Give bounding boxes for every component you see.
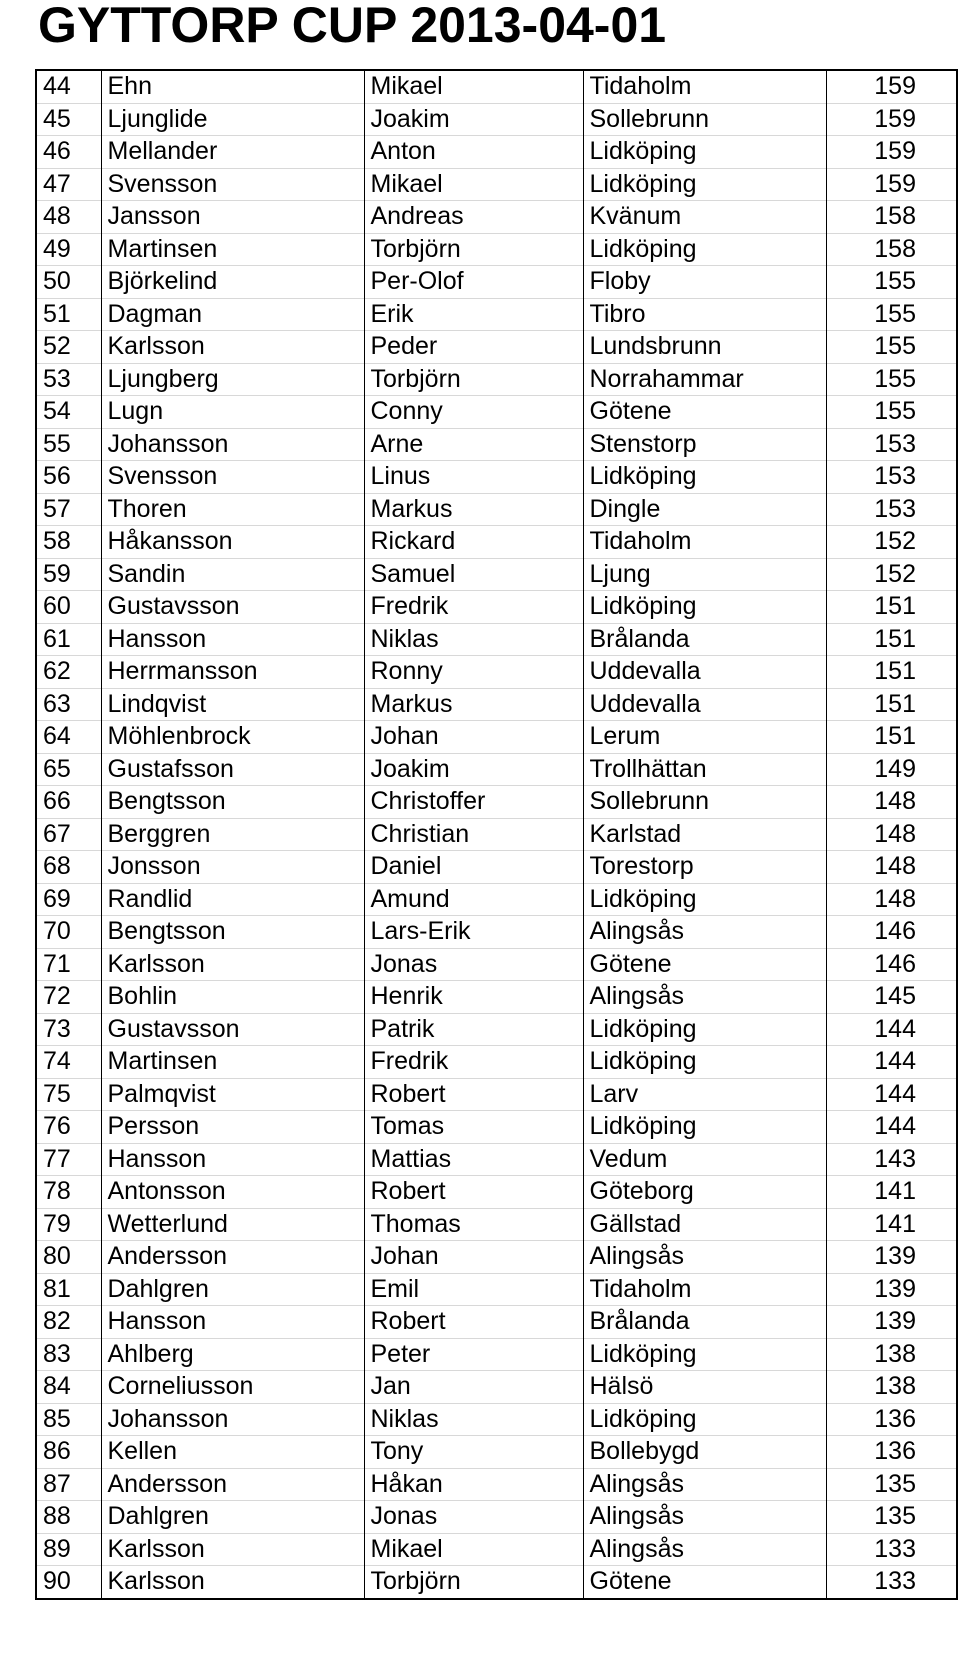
first-name-cell: Markus <box>364 493 583 526</box>
last-name-cell: Gustafsson <box>101 753 364 786</box>
first-name-cell: Conny <box>364 396 583 429</box>
first-name-cell: Ronny <box>364 656 583 689</box>
club-cell: Alingsås <box>583 1241 826 1274</box>
table-row <box>36 1338 957 1371</box>
table-row <box>36 136 957 169</box>
first-name-cell: Linus <box>364 461 583 494</box>
table-row <box>36 70 957 103</box>
place-cell: 67 <box>36 818 101 851</box>
first-name-cell: Niklas <box>364 623 583 656</box>
last-name-cell: Thoren <box>101 493 364 526</box>
last-name-cell: Karlsson <box>101 1566 364 1599</box>
place-cell: 68 <box>36 851 101 884</box>
first-name-cell: Mikael <box>364 1533 583 1566</box>
score-cell: 155 <box>826 298 957 331</box>
last-name-cell: Gustavsson <box>101 1013 364 1046</box>
place-cell: 63 <box>36 688 101 721</box>
place-cell: 73 <box>36 1013 101 1046</box>
score-cell: 158 <box>826 233 957 266</box>
score-cell: 144 <box>826 1111 957 1144</box>
first-name-cell: Samuel <box>364 558 583 591</box>
table-row <box>36 526 957 559</box>
first-name-cell: Robert <box>364 1306 583 1339</box>
club-cell: Götene <box>583 948 826 981</box>
table-row <box>36 721 957 754</box>
club-cell: Alingsås <box>583 916 826 949</box>
place-cell: 52 <box>36 331 101 364</box>
score-cell: 159 <box>826 136 957 169</box>
place-cell: 79 <box>36 1208 101 1241</box>
place-cell: 58 <box>36 526 101 559</box>
last-name-cell: Andersson <box>101 1241 364 1274</box>
club-cell: Lidköping <box>583 1046 826 1079</box>
place-cell: 49 <box>36 233 101 266</box>
score-cell: 138 <box>826 1371 957 1404</box>
table-row <box>36 1143 957 1176</box>
table-row <box>36 981 957 1014</box>
score-cell: 158 <box>826 201 957 234</box>
place-cell: 47 <box>36 168 101 201</box>
table-row <box>36 591 957 624</box>
place-cell: 53 <box>36 363 101 396</box>
last-name-cell: Svensson <box>101 461 364 494</box>
club-cell: Norrahammar <box>583 363 826 396</box>
score-cell: 145 <box>826 981 957 1014</box>
club-cell: Götene <box>583 1566 826 1599</box>
last-name-cell: Sandin <box>101 558 364 591</box>
table-row <box>36 851 957 884</box>
table-row <box>36 1306 957 1339</box>
score-cell: 141 <box>826 1176 957 1209</box>
score-cell: 148 <box>826 883 957 916</box>
place-cell: 74 <box>36 1046 101 1079</box>
club-cell: Lidköping <box>583 1338 826 1371</box>
first-name-cell: Jan <box>364 1371 583 1404</box>
club-cell: Lidköping <box>583 1013 826 1046</box>
last-name-cell: Karlsson <box>101 1533 364 1566</box>
score-cell: 139 <box>826 1306 957 1339</box>
table-row <box>36 428 957 461</box>
place-cell: 44 <box>43 72 71 101</box>
table-row <box>36 363 957 396</box>
table-row <box>36 818 957 851</box>
score-cell: 155 <box>826 363 957 396</box>
table-row <box>36 1273 957 1306</box>
last-name-cell: Wetterlund <box>101 1208 364 1241</box>
score-cell: 144 <box>826 1046 957 1079</box>
club-cell: Sollebrunn <box>583 103 826 136</box>
last-name-cell: Ehn <box>101 70 364 103</box>
place-cell: 70 <box>36 916 101 949</box>
last-name-cell: Björkelind <box>101 266 364 299</box>
score-cell: 151 <box>826 656 957 689</box>
score-cell: 149 <box>826 753 957 786</box>
place-cell: 80 <box>36 1241 101 1274</box>
place-cell: 72 <box>36 981 101 1014</box>
club-cell: Lidköping <box>583 883 826 916</box>
last-name-cell: Johansson <box>101 428 364 461</box>
last-name-cell: Håkansson <box>101 526 364 559</box>
first-name-cell: Torbjörn <box>364 233 583 266</box>
club-cell: Lidköping <box>583 168 826 201</box>
first-name-cell: Anton <box>364 136 583 169</box>
place-cell: 78 <box>36 1176 101 1209</box>
place-cell: 57 <box>36 493 101 526</box>
place-cell: 76 <box>36 1111 101 1144</box>
score-cell: 153 <box>826 428 957 461</box>
last-name-cell: Hansson <box>101 623 364 656</box>
place-cell: 87 <box>36 1468 101 1501</box>
last-name-cell: Martinsen <box>101 1046 364 1079</box>
first-name-cell: Torbjörn <box>364 363 583 396</box>
place-cell: 85 <box>36 1403 101 1436</box>
last-name-cell: Berggren <box>101 818 364 851</box>
score-cell: 146 <box>826 948 957 981</box>
score-cell: 152 <box>826 558 957 591</box>
score-cell: 133 <box>826 1566 957 1599</box>
first-name-cell: Daniel <box>364 851 583 884</box>
last-name-cell: Dagman <box>101 298 364 331</box>
place-cell: 54 <box>36 396 101 429</box>
club-cell: Floby <box>583 266 826 299</box>
table-row <box>36 266 957 299</box>
club-cell: Stenstorp <box>583 428 826 461</box>
club-cell: Tidaholm <box>583 70 826 103</box>
first-name-cell: Jonas <box>364 1501 583 1534</box>
score-cell: 139 <box>826 1273 957 1306</box>
first-name-cell: Joakim <box>364 103 583 136</box>
place-cell: 75 <box>36 1078 101 1111</box>
first-name-cell: Peder <box>364 331 583 364</box>
table-row <box>36 656 957 689</box>
score-cell: 151 <box>826 591 957 624</box>
table-row <box>36 558 957 591</box>
last-name-cell: Dahlgren <box>101 1273 364 1306</box>
table-row <box>36 493 957 526</box>
table-row <box>36 1208 957 1241</box>
place-cell: 88 <box>36 1501 101 1534</box>
club-cell: Tidaholm <box>583 526 826 559</box>
table-row <box>36 1046 957 1079</box>
table-row <box>36 786 957 819</box>
table-row <box>36 298 957 331</box>
first-name-cell: Johan <box>364 721 583 754</box>
last-name-cell: Hansson <box>101 1306 364 1339</box>
score-cell: 152 <box>826 526 957 559</box>
place-cell: 62 <box>36 656 101 689</box>
last-name-cell: Dahlgren <box>101 1501 364 1534</box>
table-row <box>36 1013 957 1046</box>
first-name-cell: Patrik <box>364 1013 583 1046</box>
club-cell: Kvänum <box>583 201 826 234</box>
first-name-cell: Mikael <box>364 70 583 103</box>
last-name-cell: Corneliusson <box>101 1371 364 1404</box>
table-row <box>36 396 957 429</box>
last-name-cell: Ahlberg <box>101 1338 364 1371</box>
club-cell: Lidköping <box>583 1111 826 1144</box>
club-cell: Ljung <box>583 558 826 591</box>
first-name-cell: Fredrik <box>364 591 583 624</box>
place-cell: 46 <box>36 136 101 169</box>
last-name-cell: Hansson <box>101 1143 364 1176</box>
club-cell: Dingle <box>583 493 826 526</box>
page-title: GYTTORP CUP 2013-04-01 <box>38 0 667 53</box>
first-name-cell: Niklas <box>364 1403 583 1436</box>
last-name-cell: Martinsen <box>101 233 364 266</box>
score-cell: 136 <box>826 1436 957 1469</box>
table-row <box>36 948 957 981</box>
place-cell: 51 <box>36 298 101 331</box>
club-cell: Gällstad <box>583 1208 826 1241</box>
club-cell: Uddevalla <box>583 688 826 721</box>
place-cell: 82 <box>36 1306 101 1339</box>
first-name-cell: Torbjörn <box>364 1566 583 1599</box>
place-cell: 50 <box>36 266 101 299</box>
first-name-cell: Lars-Erik <box>364 916 583 949</box>
last-name-cell: Jansson <box>101 201 364 234</box>
place-cell: 60 <box>36 591 101 624</box>
club-cell: Alingsås <box>583 1468 826 1501</box>
last-name-cell: Bohlin <box>101 981 364 1014</box>
score-cell: 155 <box>826 266 957 299</box>
last-name-cell: Möhlenbrock <box>101 721 364 754</box>
score-cell: 151 <box>826 688 957 721</box>
first-name-cell: Mattias <box>364 1143 583 1176</box>
club-cell: Lidköping <box>583 461 826 494</box>
club-cell: Trollhättan <box>583 753 826 786</box>
score-cell: 139 <box>826 1241 957 1274</box>
table-row <box>36 233 957 266</box>
table-row <box>36 1403 957 1436</box>
score-cell: 159 <box>826 168 957 201</box>
last-name-cell: Andersson <box>101 1468 364 1501</box>
place-cell: 81 <box>36 1273 101 1306</box>
table-row <box>36 1176 957 1209</box>
last-name-cell: Ljunglide <box>101 103 364 136</box>
score-cell: 133 <box>826 1533 957 1566</box>
club-cell: Götene <box>583 396 826 429</box>
results-table-body <box>36 70 957 1599</box>
score-cell: 159 <box>826 103 957 136</box>
last-name-cell: Gustavsson <box>101 591 364 624</box>
score-cell: 148 <box>826 786 957 819</box>
table-row <box>36 753 957 786</box>
last-name-cell: Ljungberg <box>101 363 364 396</box>
club-cell: Karlstad <box>583 818 826 851</box>
club-cell: Lidköping <box>583 591 826 624</box>
place-cell: 64 <box>36 721 101 754</box>
results-table <box>35 69 958 1600</box>
score-cell: 159 <box>826 70 957 103</box>
last-name-cell: Bengtsson <box>101 786 364 819</box>
score-cell: 151 <box>826 721 957 754</box>
place-cell: 65 <box>36 753 101 786</box>
first-name-cell: Tony <box>364 1436 583 1469</box>
score-cell: 138 <box>826 1338 957 1371</box>
score-cell: 148 <box>826 851 957 884</box>
club-cell: Brålanda <box>583 623 826 656</box>
place-cell: 69 <box>36 883 101 916</box>
club-cell: Lundsbrunn <box>583 331 826 364</box>
club-cell: Uddevalla <box>583 656 826 689</box>
table-row <box>36 688 957 721</box>
place-cell: 55 <box>36 428 101 461</box>
place-cell: 48 <box>36 201 101 234</box>
club-cell: Larv <box>583 1078 826 1111</box>
table-row <box>36 1566 957 1599</box>
table-row <box>36 623 957 656</box>
table-row <box>36 1371 957 1404</box>
score-cell: 141 <box>826 1208 957 1241</box>
club-cell: Göteborg <box>583 1176 826 1209</box>
table-row <box>36 1533 957 1566</box>
last-name-cell: Palmqvist <box>101 1078 364 1111</box>
score-cell: 146 <box>826 916 957 949</box>
last-name-cell: Karlsson <box>101 331 364 364</box>
place-cell: 71 <box>36 948 101 981</box>
table-row <box>36 1241 957 1274</box>
place-cell: 89 <box>36 1533 101 1566</box>
club-cell: Hälsö <box>583 1371 826 1404</box>
first-name-cell: Per-Olof <box>364 266 583 299</box>
last-name-cell: Kellen <box>101 1436 364 1469</box>
table-row <box>36 1436 957 1469</box>
last-name-cell: Jonsson <box>101 851 364 884</box>
table-row <box>36 168 957 201</box>
table-row <box>36 201 957 234</box>
club-cell: Lerum <box>583 721 826 754</box>
table-row <box>36 883 957 916</box>
first-name-cell: Erik <box>364 298 583 331</box>
place-cell: 83 <box>36 1338 101 1371</box>
score-cell: 153 <box>826 493 957 526</box>
first-name-cell: Rickard <box>364 526 583 559</box>
first-name-cell: Emil <box>364 1273 583 1306</box>
first-name-cell: Christian <box>364 818 583 851</box>
club-cell: Tidaholm <box>583 1273 826 1306</box>
first-name-cell: Thomas <box>364 1208 583 1241</box>
table-row <box>36 1111 957 1144</box>
first-name-cell: Jonas <box>364 948 583 981</box>
place-cell: 86 <box>36 1436 101 1469</box>
club-cell: Vedum <box>583 1143 826 1176</box>
first-name-cell: Andreas <box>364 201 583 234</box>
last-name-cell: Lugn <box>101 396 364 429</box>
first-name-cell: Arne <box>364 428 583 461</box>
table-row <box>36 1468 957 1501</box>
place-cell: 56 <box>36 461 101 494</box>
place-cell: 90 <box>36 1566 101 1599</box>
place-cell: 84 <box>36 1371 101 1404</box>
first-name-cell: Amund <box>364 883 583 916</box>
table-row <box>36 916 957 949</box>
last-name-cell: Mellander <box>101 136 364 169</box>
first-name-cell: Peter <box>364 1338 583 1371</box>
score-cell: 144 <box>826 1013 957 1046</box>
club-cell: Lidköping <box>583 1403 826 1436</box>
last-name-cell: Randlid <box>101 883 364 916</box>
club-cell: Sollebrunn <box>583 786 826 819</box>
score-cell: 144 <box>826 1078 957 1111</box>
table-row <box>36 103 957 136</box>
first-name-cell: Håkan <box>364 1468 583 1501</box>
last-name-cell: Johansson <box>101 1403 364 1436</box>
first-name-cell: Joakim <box>364 753 583 786</box>
club-cell: Lidköping <box>583 136 826 169</box>
club-cell: Tibro <box>583 298 826 331</box>
last-name-cell: Herrmansson <box>101 656 364 689</box>
club-cell: Lidköping <box>583 233 826 266</box>
first-name-cell: Tomas <box>364 1111 583 1144</box>
last-name-cell: Lindqvist <box>101 688 364 721</box>
last-name-cell: Bengtsson <box>101 916 364 949</box>
last-name-cell: Karlsson <box>101 948 364 981</box>
score-cell: 148 <box>826 818 957 851</box>
score-cell: 155 <box>826 331 957 364</box>
last-name-cell: Antonsson <box>101 1176 364 1209</box>
first-name-cell: Henrik <box>364 981 583 1014</box>
table-row <box>36 1078 957 1111</box>
first-name-cell: Markus <box>364 688 583 721</box>
club-cell: Alingsås <box>583 981 826 1014</box>
place-cell: 66 <box>36 786 101 819</box>
score-cell: 135 <box>826 1501 957 1534</box>
table-row <box>36 331 957 364</box>
club-cell: Alingsås <box>583 1501 826 1534</box>
first-name-cell: Mikael <box>364 168 583 201</box>
score-cell: 151 <box>826 623 957 656</box>
score-cell: 153 <box>826 461 957 494</box>
table-row <box>36 461 957 494</box>
score-cell: 135 <box>826 1468 957 1501</box>
club-cell: Bollebygd <box>583 1436 826 1469</box>
club-cell: Alingsås <box>583 1533 826 1566</box>
first-name-cell: Christoffer <box>364 786 583 819</box>
place-cell: 77 <box>36 1143 101 1176</box>
first-name-cell: Robert <box>364 1078 583 1111</box>
table-row <box>36 1501 957 1534</box>
place-cell: 59 <box>36 558 101 591</box>
last-name-cell: Svensson <box>101 168 364 201</box>
score-cell: 136 <box>826 1403 957 1436</box>
score-cell: 143 <box>826 1143 957 1176</box>
club-cell: Brålanda <box>583 1306 826 1339</box>
place-cell: 61 <box>36 623 101 656</box>
first-name-cell: Robert <box>364 1176 583 1209</box>
last-name-cell: Persson <box>101 1111 364 1144</box>
first-name-cell: Johan <box>364 1241 583 1274</box>
first-name-cell: Fredrik <box>364 1046 583 1079</box>
club-cell: Torestorp <box>583 851 826 884</box>
score-cell: 155 <box>826 396 957 429</box>
place-cell: 45 <box>36 103 101 136</box>
